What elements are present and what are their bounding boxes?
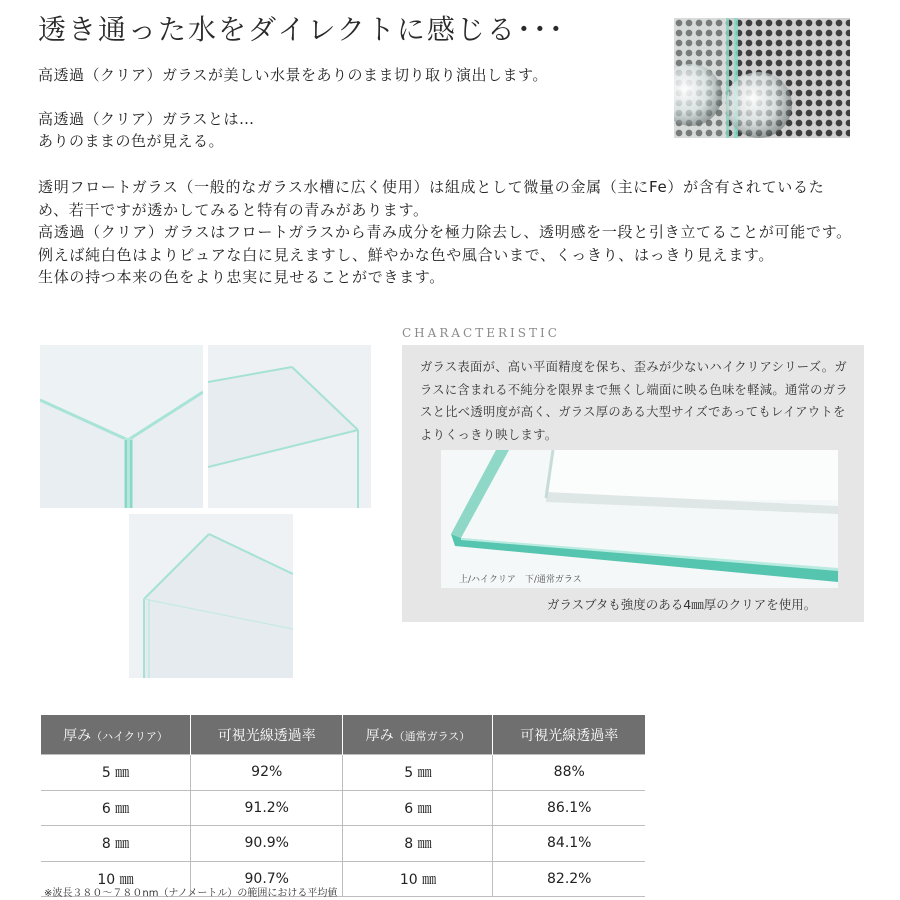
cell-transmittance-hiclear: 91.2%: [191, 790, 343, 826]
intro-block: [38, 108, 255, 152]
glass-edge-comparison-photo: [441, 450, 838, 588]
cell-thickness-hiclear: 5 ㎜: [41, 755, 191, 791]
cell-thickness-hiclear: 10 ㎜: [41, 861, 191, 897]
table-header-row: [41, 715, 645, 755]
glass-corner-photo-2: [208, 345, 371, 508]
cell-transmittance-normal: 84.1%: [493, 826, 645, 862]
header-thickness-label: 厚み: [63, 727, 92, 744]
cell-thickness-normal: 6 ㎜: [343, 790, 493, 826]
cell-thickness-hiclear: 6 ㎜: [41, 790, 191, 826]
cell-thickness-hiclear: 8 ㎜: [41, 826, 191, 862]
glass-corner-drawing-2: [208, 345, 371, 508]
body-paragraph-2: 高透過（クリア）ガラスはフロートガラスから青み成分を極力除去し、透明感を一段と引き立てることが可能です。: [38, 223, 852, 242]
header-thickness-label: 厚み: [365, 727, 394, 744]
lid-note: ガラスブタも強度のある4㎜厚のクリアを使用。: [547, 597, 817, 612]
comparison-caption: 上/ハイクリア 下/通常ガラス: [459, 575, 582, 585]
body-text: [38, 176, 853, 289]
body-paragraph-3: 例えば純白色はよりピュアな白に見えますし、鮮やかな色や風合いまで、くっきり、はっきり見えます。: [38, 245, 775, 264]
headline: 透き通った水をダイレクトに感じる･･･: [38, 13, 565, 46]
header-hiclear-sub: （ハイクリア）: [91, 729, 168, 743]
cell-thickness-normal: 5 ㎜: [343, 755, 493, 791]
glass-corner-drawing-1: [40, 345, 203, 508]
cell-transmittance-normal: 82.2%: [493, 861, 645, 897]
glass-ball-photo: [674, 18, 850, 138]
header-thickness-normal: [343, 715, 493, 755]
header-normal-sub: （通常ガラス）: [393, 729, 471, 743]
cell-transmittance-hiclear: 90.7%: [191, 861, 343, 897]
characteristic-text: ガラス表面が、高い平面精度を保ち、歪みが少ないハイクリアシリーズ。ガラスに含まれる不純分を限界まで無くし端面に映る色味を軽減。通常のガラスと比べ透明度が高く、ガラス厚のある大型サイズであってもレイアウトをよりくっきり映します。: [420, 360, 848, 442]
body-paragraph-1: 透明フロートガラス（一般的なガラス水槽に広く使用）は組成として微量の金属（主にFe）が含有されているため、若干ですが透かしてみると特有の青みがあります。: [38, 178, 825, 219]
glass-corner-drawing-3: [129, 514, 293, 678]
cell-thickness-normal: 8 ㎜: [343, 826, 493, 862]
header-transmittance-normal: 可視光線透過率: [493, 715, 645, 755]
header-transmittance-hiclear: 可視光線透過率: [191, 715, 343, 755]
table-row: [41, 826, 645, 862]
table-row: [41, 755, 645, 791]
characteristic-label: CHARACTERISTIC: [402, 326, 560, 340]
glass-corner-photo-3: [129, 514, 293, 678]
transmittance-table: [41, 715, 645, 897]
glass-edge-drawing: [441, 450, 838, 588]
cell-transmittance-hiclear: 90.9%: [191, 826, 343, 862]
cell-transmittance-normal: 88%: [493, 755, 645, 791]
lead-text: 高透過（クリア）ガラスが美しい水景をありのまま切り取り演出します。: [38, 66, 548, 84]
intro-answer: ありのままの色が見える。: [38, 132, 225, 150]
intro-question: 高透過（クリア）ガラスとは…: [38, 110, 255, 128]
cell-thickness-normal: 10 ㎜: [343, 861, 493, 897]
header-thickness-hiclear: [41, 715, 191, 755]
body-paragraph-4: 生体の持つ本来の色をより忠実に見せることができます。: [38, 268, 446, 287]
table-footnote: ※波長３８０～７８０nm（ナノメートル）の範囲における平均値: [44, 888, 338, 899]
table-row: [41, 790, 645, 826]
glass-ball-right: [726, 72, 792, 138]
glass-corner-photo-1: [40, 345, 203, 508]
cell-transmittance-normal: 86.1%: [493, 790, 645, 826]
cell-transmittance-hiclear: 92%: [191, 755, 343, 791]
